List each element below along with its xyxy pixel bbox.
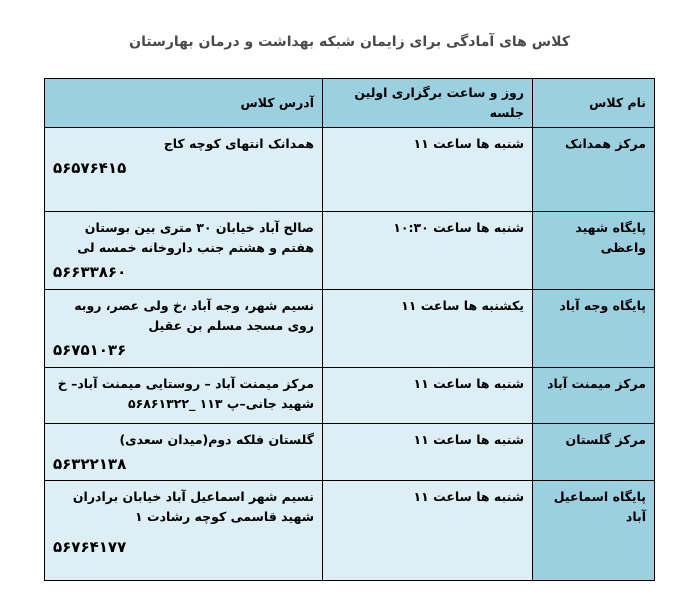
address-text: صالح آباد خیابان ۳۰ متری بین بوستان هفتم و هشتم جنب داروخانه خمسه لی	[77, 220, 314, 255]
header-address: آدرس کلاس	[45, 79, 323, 128]
day-time-cell: شنبه ها ساعت ۱۱	[323, 481, 533, 581]
class-name-cell: مرکز گلستان	[533, 424, 655, 481]
address-text: مرکز میمنت آباد – روستایی میمنت آباد– خ شهید جانی–پ ۱۱۳ _۵۶۸۶۱۳۲۲	[57, 376, 314, 411]
phone-number: ۵۶۶۳۳۸۶۰	[53, 263, 127, 281]
class-name-cell: پایگاه شهید واعظی	[533, 212, 655, 290]
address-text: همدانک انتهای کوچه کاج	[163, 136, 314, 151]
address-cell	[45, 368, 323, 424]
address-cell	[45, 290, 323, 368]
class-name-cell: مرکز میمنت آباد	[533, 368, 655, 424]
class-name-cell: پایگاه اسماعیل آباد	[533, 481, 655, 581]
phone-number: ۵۶۳۲۲۱۳۸	[53, 455, 127, 473]
address-text: نسیم شهر اسماعیل آباد خیابان برادران شهید قاسمی کوچه رشادت ۱	[72, 489, 314, 524]
class-name-cell: مرکز همدانک	[533, 128, 655, 212]
header-class-name: نام کلاس	[533, 79, 655, 128]
day-time-cell: یکشنبه ها ساعت ۱۱	[323, 290, 533, 368]
table-row	[45, 128, 655, 212]
day-time-cell: شنبه ها ساعت ۱۰:۳۰	[323, 212, 533, 290]
address-cell	[45, 212, 323, 290]
phone-number: ۵۶۷۶۴۱۷۷	[53, 538, 127, 556]
table-row	[45, 368, 655, 424]
phone-number: ۵۶۵۷۶۴۱۵	[53, 159, 127, 177]
address-text: گلستان فلکه دوم(میدان سعدی)	[119, 432, 314, 447]
table-row	[45, 424, 655, 481]
table-header-row	[45, 79, 655, 128]
document-title: کلاس های آمادگی برای زایمان شبکه بهداشت و درمان بهارستان	[129, 34, 570, 50]
day-time-cell: شنبه ها ساعت ۱۱	[323, 128, 533, 212]
phone-number: ۵۶۷۵۱۰۳۶	[53, 341, 127, 359]
address-cell	[45, 481, 323, 581]
address-text: نسیم شهر، وجه آباد ،خ ولی عصر، روبه روی مسجد مسلم بن عقیل	[74, 298, 314, 333]
table-row	[45, 481, 655, 581]
address-cell	[45, 128, 323, 212]
class-schedule-table	[44, 78, 655, 581]
class-name-cell: پایگاه وجه آباد	[533, 290, 655, 368]
header-day-time: روز و ساعت برگزاری اولین جلسه	[323, 79, 533, 128]
table-row	[45, 212, 655, 290]
address-cell	[45, 424, 323, 481]
day-time-cell: شنبه ها ساعت ۱۱	[323, 368, 533, 424]
day-time-cell: شنبه ها ساعت ۱۱	[323, 424, 533, 481]
table-row	[45, 290, 655, 368]
